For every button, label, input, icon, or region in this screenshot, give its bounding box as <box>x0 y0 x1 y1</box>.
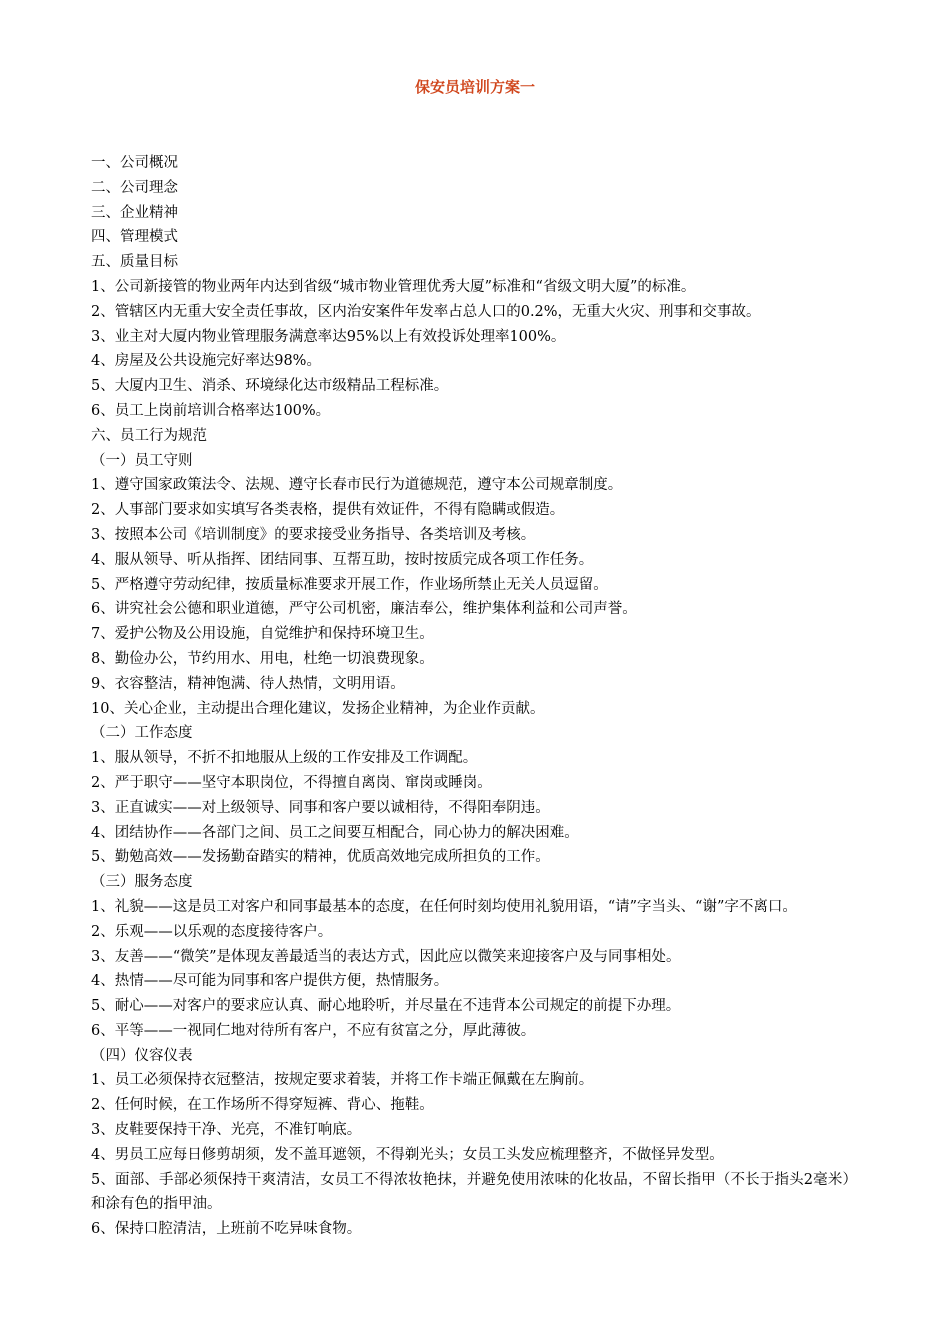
section-heading: 一、公司概况 <box>91 155 178 171</box>
section-heading: 二、公司理念 <box>91 179 178 196</box>
list-item: 1、服从领导，不折不扣地服从上级的工作安排及工作调配。 <box>91 750 478 767</box>
list-item: 2、任何时候，在工作场所不得穿短裤、背心、拖鞋。 <box>91 1097 434 1114</box>
list-item: 1、遵守国家政策法令、法规、遵守长春市民行为道德规范，遵守本公司规章制度。 <box>91 477 623 494</box>
list-item: 5、勤勉高效——发扬勤奋踏实的精神，优质高效地完成所担负的工作。 <box>91 849 550 866</box>
section-heading: 五、质量目标 <box>91 254 178 271</box>
list-item: 10、关心企业，主动提出合理化建议，发扬企业精神，为企业作贡献。 <box>91 700 545 717</box>
subsection-heading: （四）仪容仪表 <box>91 1047 193 1064</box>
list-item: 3、皮鞋要保持干净、光亮，不准钉响底。 <box>91 1122 362 1139</box>
list-item: 3、友善——“微笑”是体现友善最适当的表达方式，因此应以微笑来迎接客户及与同事相处。 <box>91 948 681 965</box>
list-item: 3、业主对大厦内物业管理服务满意率达95%以上有效投诉处理率100%。 <box>91 328 566 345</box>
list-item: 6、员工上岗前培训合格率达100%。 <box>91 402 331 419</box>
list-item: 5、面部、手部必须保持干爽清洁，女员工不得浓妆艳抹，并避免使用浓味的化妆品，不留长指甲（不长于指头2毫米）和涂有色的指甲油。 <box>91 1171 857 1213</box>
list-item: 4、团结协作——各部门之间、员工之间要互相配合，同心协力的解决困难。 <box>91 824 579 841</box>
document-body <box>91 151 857 1242</box>
section-heading: 三、企业精神 <box>91 204 178 221</box>
list-item: 2、管辖区内无重大安全责任事故，区内治安案件年发率占总人口的0.2%，无重大火灾、刑事和交事故。 <box>91 303 761 320</box>
list-item: 3、正直诚实——对上级领导、同事和客户要以诚相待，不得阳奉阴违。 <box>91 799 550 816</box>
list-item: 4、男员工应每日修剪胡须，发不盖耳遮领，不得剃光头；女员工头发应梳理整齐，不做怪异发型。 <box>91 1146 724 1163</box>
subsection-heading: （二）工作态度 <box>91 725 193 742</box>
section-heading: 四、管理模式 <box>91 229 178 246</box>
list-item: 1、礼貌——这是员工对客户和同事最基本的态度，在任何时刻均使用礼貌用语，“请”字当头、“谢”字不离口。 <box>91 898 797 915</box>
list-item: 5、大厦内卫生、消杀、环境绿化达市级精品工程标准。 <box>91 378 449 395</box>
list-item: 1、公司新接管的物业两年内达到省级“城市物业管理优秀大厦”标准和“省级文明大厦”的标准。 <box>91 278 696 295</box>
list-item: 5、耐心——对客户的要求应认真、耐心地聆听，并尽量在不违背本公司规定的前提下办理。 <box>91 998 681 1015</box>
list-item: 2、严于职守——坚守本职岗位，不得擅自离岗、窜岗或睡岗。 <box>91 774 492 791</box>
list-item: 3、按照本公司《培训制度》的要求接受业务指导、各类培训及考核。 <box>91 526 536 543</box>
list-item: 8、勤俭办公，节约用水、用电，杜绝一切浪费现象。 <box>91 650 434 667</box>
subsection-heading: （一）员工守则 <box>91 452 193 469</box>
list-item: 2、乐观——以乐观的态度接待客户。 <box>91 923 333 940</box>
list-item: 1、员工必须保持衣冠整洁，按规定要求着装，并将工作卡端正佩戴在左胸前。 <box>91 1072 594 1089</box>
section-heading: 六、员工行为规范 <box>91 427 207 444</box>
list-item: 5、严格遵守劳动纪律，按质量标准要求开展工作，作业场所禁止无关人员逗留。 <box>91 576 608 593</box>
document-title: 保安员培训方案一 <box>414 78 535 96</box>
list-item: 9、衣容整洁，精神饱满、待人热情，文明用语。 <box>91 675 405 692</box>
subsection-heading: （三）服务态度 <box>91 874 193 891</box>
list-item: 4、服从领导、听从指挥、团结同事、互帮互助，按时按质完成各项工作任务。 <box>91 551 594 568</box>
list-item: 4、房屋及公共设施完好率达98%。 <box>91 353 321 370</box>
list-item: 6、平等——一视同仁地对待所有客户，不应有贫富之分，厚此薄彼。 <box>91 1022 536 1039</box>
list-item: 7、爱护公物及公用设施，自觉维护和保持环境卫生。 <box>91 626 434 643</box>
list-item: 4、热情——尽可能为同事和客户提供方便，热情服务。 <box>91 973 449 990</box>
list-item: 6、保持口腔清洁，上班前不吃异味食物。 <box>91 1221 362 1238</box>
list-item: 2、人事部门要求如实填写各类表格，提供有效证件，不得有隐瞒或假造。 <box>91 502 565 519</box>
list-item: 6、讲究社会公德和职业道德，严守公司机密，廉洁奉公，维护集体利益和公司声誉。 <box>91 601 637 618</box>
